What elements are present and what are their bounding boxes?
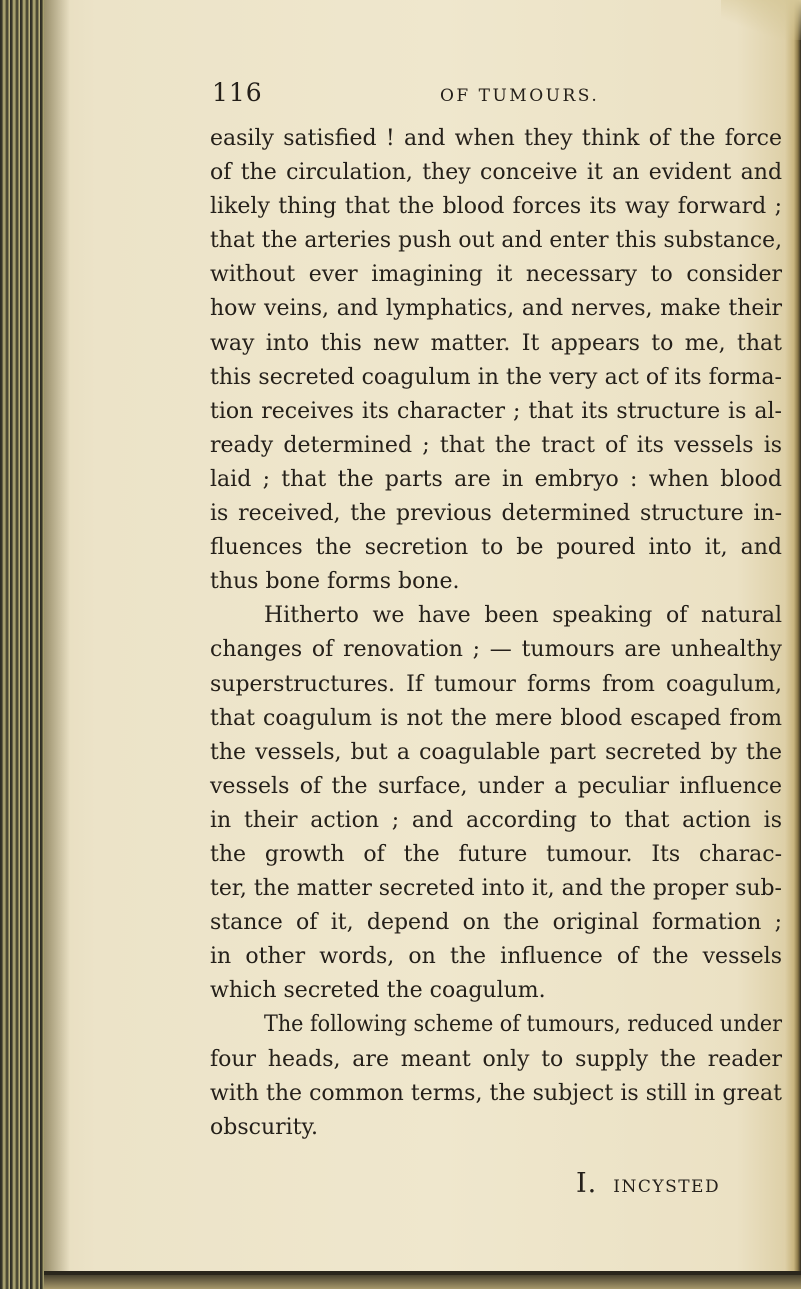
text-line: the vessels, but a coagulable part secreted by the <box>210 739 783 765</box>
text-line: easily satisfied ! and when they think of the force <box>210 126 782 151</box>
page-corner <box>721 0 801 40</box>
paragraph-start-line: Hitherto we have been speaking of natural <box>264 603 783 629</box>
text-line: this secreted coagulum in the very act of its forma- <box>210 364 782 390</box>
text-line: in other words, on the influence of the vessels <box>210 944 782 970</box>
bottom-edge-strip <box>44 1275 801 1289</box>
text-line: that coagulum is not the mere blood escaped from <box>210 705 782 731</box>
text-line: ready determined ; that the tract of its vessels is <box>210 432 783 458</box>
catchword-text: INCYSTED <box>613 1177 721 1197</box>
text-line: with the common terms, the subject is still in great <box>210 1080 782 1106</box>
text-line: ter, the matter secreted into it, and the proper sub- <box>210 876 782 902</box>
text-line: vessels of the surface, under a peculiar influence <box>210 773 782 799</box>
text-line: of the circulation, they conceive it an evident and <box>210 160 783 186</box>
running-head <box>212 78 772 118</box>
text-line: in their action ; and according to that action is <box>210 807 782 833</box>
text-line: is received, the previous determined structure in- <box>210 501 783 527</box>
text-line: without ever imagining it necessary to consider <box>210 262 783 288</box>
running-title: OF TUMOURS. <box>440 86 600 106</box>
binding-gutter <box>0 0 44 1289</box>
text-line: how veins, and lymphatics, and nerves, make their <box>210 296 782 322</box>
gutter-shadow <box>44 0 70 1289</box>
text-line: fluences the secretion to be poured into it, and <box>210 535 783 561</box>
catchword-number: I. <box>576 1168 598 1199</box>
text-line: thus bone forms bone. <box>210 569 460 595</box>
text-line: obscurity. <box>210 1114 319 1140</box>
text-line: four heads, are meant only to supply the reader <box>210 1046 783 1072</box>
paragraph-start-line: The following scheme of tumours, reduced under <box>264 1012 783 1038</box>
text-line: way into this new matter. It appears to me, that <box>210 330 783 356</box>
text-line: changes of renovation ; — tumours are unhealthy <box>210 637 782 663</box>
text-line: stance of it, depend on the original formation ; <box>210 910 783 936</box>
text-line: laid ; that the parts are in embryo : when blood <box>210 466 782 492</box>
text-line: likely thing that the blood forces its way forward ; <box>210 194 782 220</box>
text-line: the growth of the future tumour. Its charac- <box>210 841 783 867</box>
text-line: which secreted the coagulum. <box>210 978 546 1004</box>
text-line: tion receives its character ; that its structure is al- <box>210 398 782 424</box>
text-line: superstructures. If tumour forms from coagulum, <box>210 671 783 697</box>
catchword <box>576 1168 720 1199</box>
page-number: 116 <box>212 78 263 107</box>
body-text <box>210 122 792 1145</box>
text-line: that the arteries push out and enter this substance, <box>210 228 783 254</box>
